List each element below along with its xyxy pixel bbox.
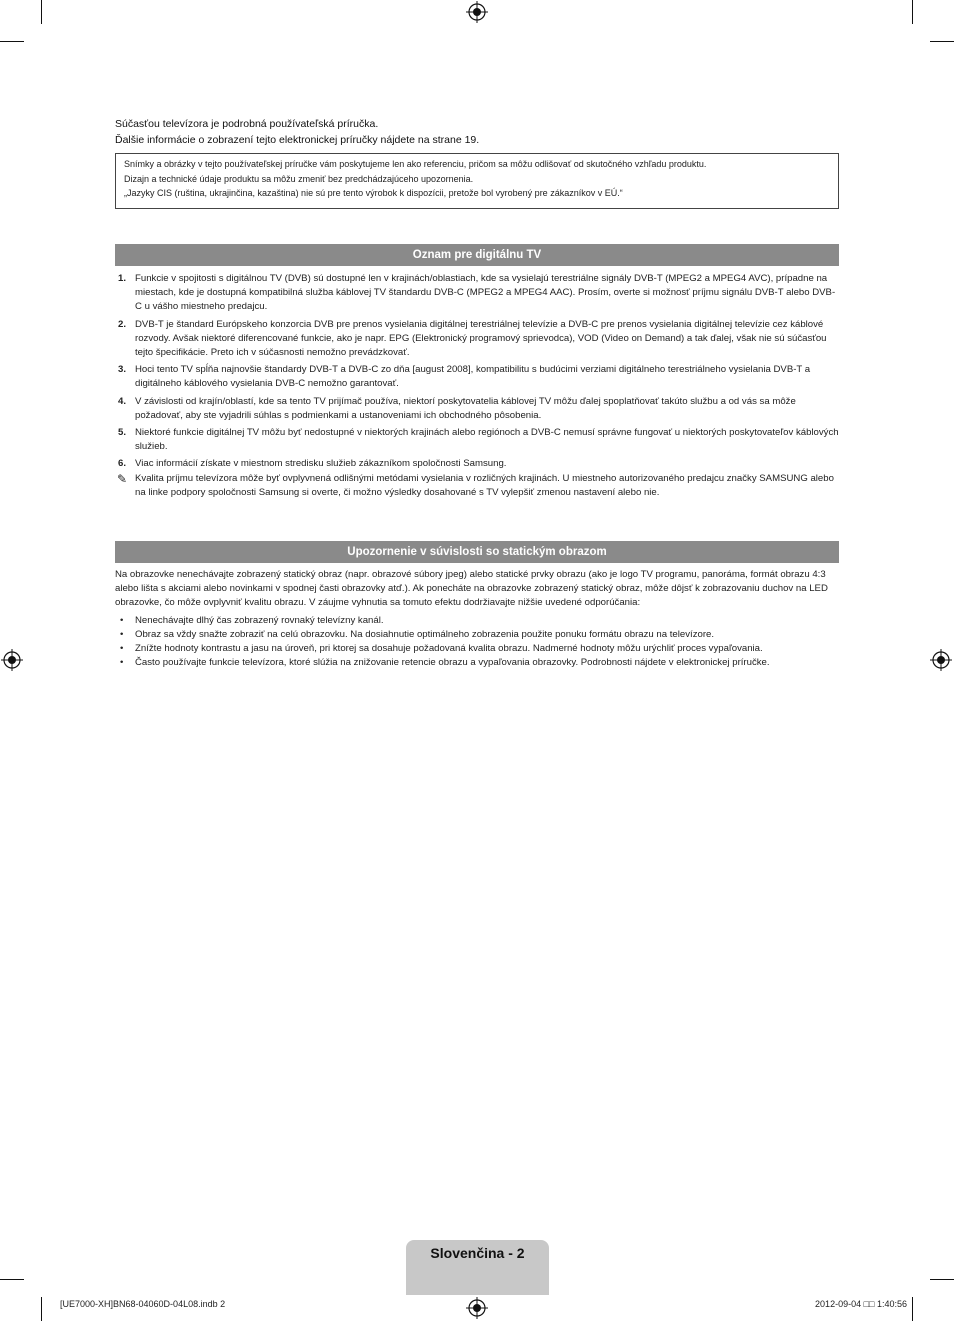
bullet-icon: • xyxy=(120,643,124,655)
list-item-text: Hoci tento TV spĺňa najnovšie štandardy DVB-T a DVB-C zo dňa [august 2008], kompatibilitu s budúcimi verziami digitálneho terestriálneho vysielania DVB-T a digitálneho káblového vysielania DVB-C nemožno garantovať. xyxy=(135,364,811,390)
bullet-list xyxy=(115,614,839,671)
section-header-static-image: Upozornenie v súvislosti so statickým obrazom xyxy=(115,541,839,563)
bullet-icon: • xyxy=(120,657,124,669)
bullet-text: Často používajte funkcie televízora, ktoré slúžia na znižovanie retencie obrazu a vypaľovania obrazovky. Podrobnosti nájdete v elektronickej príručke. xyxy=(135,657,770,669)
crop-mark xyxy=(912,0,913,24)
note-text: Kvalita príjmu televízora môže byť ovplyvnená odlišnými metódami vysielania v rozličných krajinách. U miestneho autorizovaného predajcu značky SAMSUNG alebo na linke podpory spoločnosti Samsung si overte, či možno výsledky dosahované s TV vylepšiť zmenou nastavení alebo nie. xyxy=(135,472,834,498)
bullet-item xyxy=(115,614,839,628)
registration-mark-icon xyxy=(930,649,952,671)
list-item xyxy=(115,426,839,454)
list-number: 6. xyxy=(118,458,127,470)
crop-mark xyxy=(41,0,42,24)
pencil-note-icon: ✎ xyxy=(117,471,128,486)
disclaimer-line: Dizajn a technické údaje produktu sa môžu zmeniť bez predchádzajúceho upozornenia. xyxy=(124,173,474,184)
list-item xyxy=(115,457,839,471)
disclaimer-box xyxy=(115,153,839,209)
crop-mark xyxy=(912,1297,913,1321)
crop-mark xyxy=(930,41,954,42)
list-number: 5. xyxy=(118,427,127,439)
bullet-text: Znížte hodnoty kontrastu a jasu na úroveň, pri ktorej sa dosahuje požadovaná kvalita obrazu. Nadmerné hodnoty môžu urýchliť proces vypaľovania. xyxy=(135,643,763,655)
bullet-text: Nenechávajte dlhý čas zobrazený rovnaký televízny kanál. xyxy=(135,614,384,626)
bullet-text: Obraz sa vždy snažte zobraziť na celú obrazovku. Na dosiahnutie optimálneho zobrazenia použite ponuku formátu obrazu na televízore. xyxy=(135,628,715,640)
static-image-section xyxy=(115,568,839,670)
digital-tv-numbered-list xyxy=(115,272,839,500)
bullet-item xyxy=(115,628,839,642)
list-item-text: DVB-T je štandard Európskeho konzorcia DVB pre prenos vysielania digitálnej terestriálnej televízie a DVB-C pre prenos vysielania digitálnej televízie cez káblové rozvody. Avšak niektoré diferencované funkcie, ako je napr. EPG (Elektronický programový sprievodca), VOD (Video on Demand) a tak ďalej, však nie sú súčasťou tejto špecifikácie. Preto ich v súčasnosti nemožno prevádzkovať. xyxy=(135,318,827,359)
bullet-item xyxy=(115,656,839,670)
bullet-icon: • xyxy=(120,614,124,626)
intro-line: Súčasťou televízora je podrobná používateľská príručka. xyxy=(115,118,379,130)
bullet-icon: • xyxy=(120,628,124,640)
list-number: 1. xyxy=(118,273,127,284)
page-number-tab xyxy=(406,1240,549,1295)
list-item-text: V závislosti od krajín/oblastí, kde sa tento TV prijímač používa, niektorí poskytovatelia káblovej TV môžu ďalej spoplatňovať takúto službu a od vás sa môže požadovať, aby ste vyjadrili súhlas s podmienkami a ustanoveniami ich obchodného pôsobenia. xyxy=(135,395,796,421)
list-item xyxy=(115,363,839,391)
list-item-text: Niektoré funkcie digitálnej TV môžu byť nedostupné v niektorých krajinách alebo regiónoch a DVB-C nemusí správne fungovať u niektorých poskytovateľov káblových služieb. xyxy=(135,427,839,453)
list-number: 3. xyxy=(118,364,127,376)
crop-mark xyxy=(0,41,24,42)
list-number: 2. xyxy=(118,318,127,330)
intro-text xyxy=(115,116,479,148)
intro-line: Ďalšie informácie o zobrazení tejto elektronickej príručky nájdete na strane 19. xyxy=(115,134,480,146)
list-item xyxy=(115,272,839,315)
registration-mark-icon xyxy=(466,1297,488,1319)
list-item xyxy=(115,395,839,423)
disclaimer-line: Snímky a obrázky v tejto používateľskej príručke vám poskytujeme len ako referenciu, pričom sa môžu odlišovať od skutočného vzhľadu produktu. xyxy=(124,159,707,169)
registration-mark-icon xyxy=(466,1,488,23)
footer-timestamp: 2012-09-04 □□ 1:40:56 xyxy=(815,1299,907,1309)
crop-mark xyxy=(930,1279,954,1280)
list-item xyxy=(115,318,839,361)
crop-mark xyxy=(0,1279,24,1280)
list-item-text: Funkcie v spojitosti s digitálnou TV (DVB) sú dostupné len v krajinách/oblastiach, kde sa vysielajú terestriálne signály DVB-T (MPEG2 a MPEG4 AVC), prípadne na miestach, kde je dostupná kompatibilná služba káblovej TV štandardu DVB-C (MPEG2 a MPEG4 AAC). Prosím, overte si možnosť príjmu signálu DVB-T alebo DVB-C u vášho miestneho predajcu. xyxy=(135,273,836,313)
section-header-digital-tv: Oznam pre digitálnu TV xyxy=(115,244,839,266)
static-image-paragraph: Na obrazovke nenechávajte zobrazený statický obraz (napr. obrazové súbory jpeg) alebo statické prvky obrazu (ako je logo TV programu, panoráma, formát obrazu 4:3 alebo lišta s akciami alebo novinkami v spodnej časti obrazovky atď.). Ak ponecháte na obrazovke zobrazený statický obraz, môže dôjsť k zobrazovaniu duchov na LED obrazovke, čo môže ovplyvniť kvalitu obrazu. V záujme vyhnutia sa tomuto efektu dodržiavajte nižšie uvedené odporúčania: xyxy=(115,569,828,609)
registration-mark-icon xyxy=(1,649,23,671)
list-number: 4. xyxy=(118,395,127,407)
page-number-label: Slovenčina - 2 xyxy=(430,1245,525,1261)
disclaimer-line: „Jazyky CIS (ruština, ukrajinčina, kazaština) nie sú pre tento výrobok k dispozícii, pretože bol vyrobený pre zákazníkov v EÚ.“ xyxy=(124,188,623,198)
footer-file-info: [UE7000-XH]BN68-04060D-04L08.indb 2 xyxy=(60,1299,226,1309)
note-block xyxy=(115,472,839,500)
list-item-text: Viac informácií získate v miestnom stredisku služieb zákazníkom spoločnosti Samsung. xyxy=(135,458,507,470)
bullet-item xyxy=(115,642,839,656)
crop-mark xyxy=(41,1297,42,1321)
